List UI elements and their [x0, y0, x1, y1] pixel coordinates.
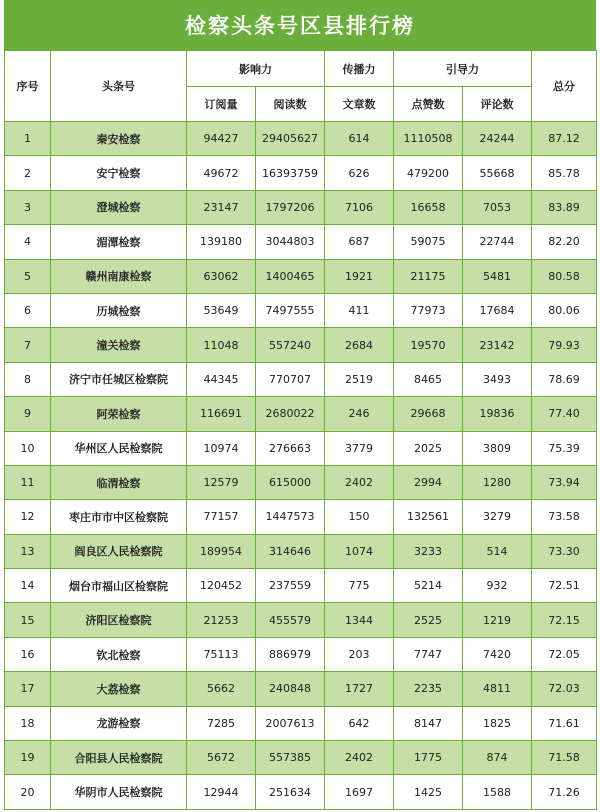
table-row [5, 190, 597, 224]
cell-comments: 17684 [463, 293, 532, 327]
cell-total: 73.94 [532, 465, 597, 499]
table-row [5, 362, 597, 396]
cell-subscribers: 12579 [187, 465, 256, 499]
cell-articles: 3779 [325, 431, 394, 465]
cell-comments: 5481 [463, 259, 532, 293]
cell-subscribers: 7285 [187, 706, 256, 740]
cell-articles: 2402 [325, 465, 394, 499]
cell-total: 85.78 [532, 156, 597, 190]
table-row [5, 156, 597, 190]
cell-likes: 3233 [394, 534, 463, 568]
cell-rank: 17 [5, 672, 51, 706]
table-row [5, 122, 597, 156]
cell-subscribers: 23147 [187, 190, 256, 224]
cell-articles: 411 [325, 293, 394, 327]
cell-articles: 1921 [325, 259, 394, 293]
cell-name: 澄城检察 [51, 190, 187, 224]
cell-rank: 18 [5, 706, 51, 740]
cell-total: 82.20 [532, 225, 597, 259]
cell-reads: 237559 [256, 569, 325, 603]
cell-subscribers: 11048 [187, 328, 256, 362]
cell-total: 78.69 [532, 362, 597, 396]
cell-subscribers: 94427 [187, 122, 256, 156]
header-likes: 点赞数 [394, 87, 463, 122]
cell-likes: 8465 [394, 362, 463, 396]
cell-articles: 1074 [325, 534, 394, 568]
cell-reads: 276663 [256, 431, 325, 465]
header-reads: 阅读数 [256, 87, 325, 122]
cell-name: 济阳区检察院 [51, 603, 187, 637]
cell-articles: 1697 [325, 775, 394, 809]
cell-rank: 15 [5, 603, 51, 637]
cell-comments: 1280 [463, 465, 532, 499]
table-row [5, 569, 597, 603]
cell-total: 71.61 [532, 706, 597, 740]
cell-total: 72.15 [532, 603, 597, 637]
cell-articles: 7106 [325, 190, 394, 224]
table-row [5, 465, 597, 499]
cell-subscribers: 49672 [187, 156, 256, 190]
table-row [5, 397, 597, 431]
cell-rank: 14 [5, 569, 51, 603]
cell-likes: 8147 [394, 706, 463, 740]
cell-comments: 24244 [463, 122, 532, 156]
cell-total: 80.06 [532, 293, 597, 327]
header-influence: 影响力 [187, 51, 325, 87]
cell-rank: 4 [5, 225, 51, 259]
cell-name: 阿荣检察 [51, 397, 187, 431]
table-row [5, 741, 597, 775]
cell-rank: 6 [5, 293, 51, 327]
cell-likes: 1425 [394, 775, 463, 809]
cell-total: 71.26 [532, 775, 597, 809]
cell-comments: 874 [463, 741, 532, 775]
cell-comments: 19836 [463, 397, 532, 431]
cell-articles: 2684 [325, 328, 394, 362]
table-row [5, 534, 597, 568]
cell-likes: 59075 [394, 225, 463, 259]
cell-comments: 4811 [463, 672, 532, 706]
cell-comments: 7420 [463, 637, 532, 671]
table-row [5, 259, 597, 293]
cell-name: 钦北检察 [51, 637, 187, 671]
cell-total: 73.58 [532, 500, 597, 534]
cell-subscribers: 75113 [187, 637, 256, 671]
cell-reads: 615000 [256, 465, 325, 499]
page-title: 检察头条号区县排行榜 [4, 0, 596, 50]
cell-likes: 29668 [394, 397, 463, 431]
cell-rank: 12 [5, 500, 51, 534]
cell-name: 枣庄市市中区检察院 [51, 500, 187, 534]
cell-likes: 77973 [394, 293, 463, 327]
cell-reads: 1797206 [256, 190, 325, 224]
cell-comments: 55668 [463, 156, 532, 190]
cell-comments: 514 [463, 534, 532, 568]
cell-subscribers: 63062 [187, 259, 256, 293]
cell-reads: 455579 [256, 603, 325, 637]
cell-subscribers: 21253 [187, 603, 256, 637]
cell-subscribers: 12944 [187, 775, 256, 809]
cell-articles: 2402 [325, 741, 394, 775]
cell-likes: 2994 [394, 465, 463, 499]
cell-rank: 16 [5, 637, 51, 671]
cell-articles: 626 [325, 156, 394, 190]
header-spread: 传播力 [325, 51, 394, 87]
cell-comments: 7053 [463, 190, 532, 224]
header-comments: 评论数 [463, 87, 532, 122]
cell-name: 烟台市福山区检察院 [51, 569, 187, 603]
cell-reads: 251634 [256, 775, 325, 809]
cell-rank: 3 [5, 190, 51, 224]
cell-total: 83.89 [532, 190, 597, 224]
cell-name: 安宁检察 [51, 156, 187, 190]
cell-rank: 2 [5, 156, 51, 190]
cell-name: 秦安检察 [51, 122, 187, 156]
table-row [5, 603, 597, 637]
cell-reads: 314646 [256, 534, 325, 568]
cell-subscribers: 77157 [187, 500, 256, 534]
cell-likes: 7747 [394, 637, 463, 671]
cell-articles: 687 [325, 225, 394, 259]
cell-total: 71.58 [532, 741, 597, 775]
cell-reads: 3044803 [256, 225, 325, 259]
cell-articles: 614 [325, 122, 394, 156]
cell-rank: 8 [5, 362, 51, 396]
table-row [5, 706, 597, 740]
cell-likes: 2235 [394, 672, 463, 706]
header-name: 头条号 [51, 51, 187, 122]
cell-name: 龙游检察 [51, 706, 187, 740]
cell-likes: 1110508 [394, 122, 463, 156]
cell-rank: 1 [5, 122, 51, 156]
cell-rank: 9 [5, 397, 51, 431]
cell-subscribers: 10974 [187, 431, 256, 465]
table-body [5, 122, 597, 810]
cell-name: 阎良区人民检察院 [51, 534, 187, 568]
cell-name: 湄潭检察 [51, 225, 187, 259]
cell-articles: 246 [325, 397, 394, 431]
cell-rank: 7 [5, 328, 51, 362]
cell-total: 80.58 [532, 259, 597, 293]
cell-reads: 1400465 [256, 259, 325, 293]
cell-likes: 16658 [394, 190, 463, 224]
cell-likes: 2525 [394, 603, 463, 637]
cell-subscribers: 44345 [187, 362, 256, 396]
header-rank: 序号 [5, 51, 51, 122]
cell-rank: 13 [5, 534, 51, 568]
cell-subscribers: 139180 [187, 225, 256, 259]
cell-likes: 2025 [394, 431, 463, 465]
cell-likes: 479200 [394, 156, 463, 190]
cell-articles: 203 [325, 637, 394, 671]
cell-total: 79.93 [532, 328, 597, 362]
cell-reads: 29405627 [256, 122, 325, 156]
cell-subscribers: 120452 [187, 569, 256, 603]
cell-name: 华阴市人民检察院 [51, 775, 187, 809]
cell-total: 72.03 [532, 672, 597, 706]
table-row [5, 328, 597, 362]
cell-comments: 1588 [463, 775, 532, 809]
header-subscribers: 订阅量 [187, 87, 256, 122]
cell-rank: 20 [5, 775, 51, 809]
cell-total: 87.12 [532, 122, 597, 156]
table-row [5, 293, 597, 327]
cell-subscribers: 53649 [187, 293, 256, 327]
cell-articles: 1727 [325, 672, 394, 706]
cell-comments: 3809 [463, 431, 532, 465]
cell-likes: 1775 [394, 741, 463, 775]
header-articles: 文章数 [325, 87, 394, 122]
cell-subscribers: 189954 [187, 534, 256, 568]
cell-reads: 557240 [256, 328, 325, 362]
cell-articles: 642 [325, 706, 394, 740]
cell-name: 赣州南康检察 [51, 259, 187, 293]
cell-reads: 2007613 [256, 706, 325, 740]
cell-name: 华州区人民检察院 [51, 431, 187, 465]
table-row [5, 672, 597, 706]
cell-name: 临渭检察 [51, 465, 187, 499]
cell-comments: 23142 [463, 328, 532, 362]
cell-reads: 557385 [256, 741, 325, 775]
header-guidance: 引导力 [394, 51, 532, 87]
cell-comments: 1825 [463, 706, 532, 740]
cell-subscribers: 5672 [187, 741, 256, 775]
cell-total: 77.40 [532, 397, 597, 431]
table-row [5, 637, 597, 671]
cell-name: 潼关检察 [51, 328, 187, 362]
cell-comments: 3493 [463, 362, 532, 396]
table-row [5, 431, 597, 465]
header-total: 总分 [532, 51, 597, 122]
cell-name: 历城检察 [51, 293, 187, 327]
cell-total: 75.39 [532, 431, 597, 465]
cell-name: 济宁市任城区检察院 [51, 362, 187, 396]
cell-name: 大荔检察 [51, 672, 187, 706]
cell-articles: 2519 [325, 362, 394, 396]
cell-rank: 5 [5, 259, 51, 293]
cell-reads: 1447573 [256, 500, 325, 534]
cell-name: 合阳县人民检察院 [51, 741, 187, 775]
cell-articles: 150 [325, 500, 394, 534]
ranking-table [4, 50, 597, 810]
table-row [5, 225, 597, 259]
cell-likes: 19570 [394, 328, 463, 362]
cell-likes: 5214 [394, 569, 463, 603]
cell-subscribers: 116691 [187, 397, 256, 431]
cell-total: 73.30 [532, 534, 597, 568]
cell-total: 72.51 [532, 569, 597, 603]
cell-comments: 3279 [463, 500, 532, 534]
cell-articles: 1344 [325, 603, 394, 637]
cell-reads: 2680022 [256, 397, 325, 431]
cell-reads: 16393759 [256, 156, 325, 190]
table-row [5, 500, 597, 534]
cell-rank: 10 [5, 431, 51, 465]
cell-reads: 7497555 [256, 293, 325, 327]
cell-reads: 886979 [256, 637, 325, 671]
cell-comments: 22744 [463, 225, 532, 259]
cell-rank: 19 [5, 741, 51, 775]
cell-articles: 775 [325, 569, 394, 603]
cell-likes: 21175 [394, 259, 463, 293]
cell-reads: 240848 [256, 672, 325, 706]
cell-comments: 1219 [463, 603, 532, 637]
cell-total: 72.05 [532, 637, 597, 671]
cell-likes: 132561 [394, 500, 463, 534]
table-row [5, 775, 597, 809]
cell-rank: 11 [5, 465, 51, 499]
cell-reads: 770707 [256, 362, 325, 396]
cell-subscribers: 5662 [187, 672, 256, 706]
cell-comments: 932 [463, 569, 532, 603]
